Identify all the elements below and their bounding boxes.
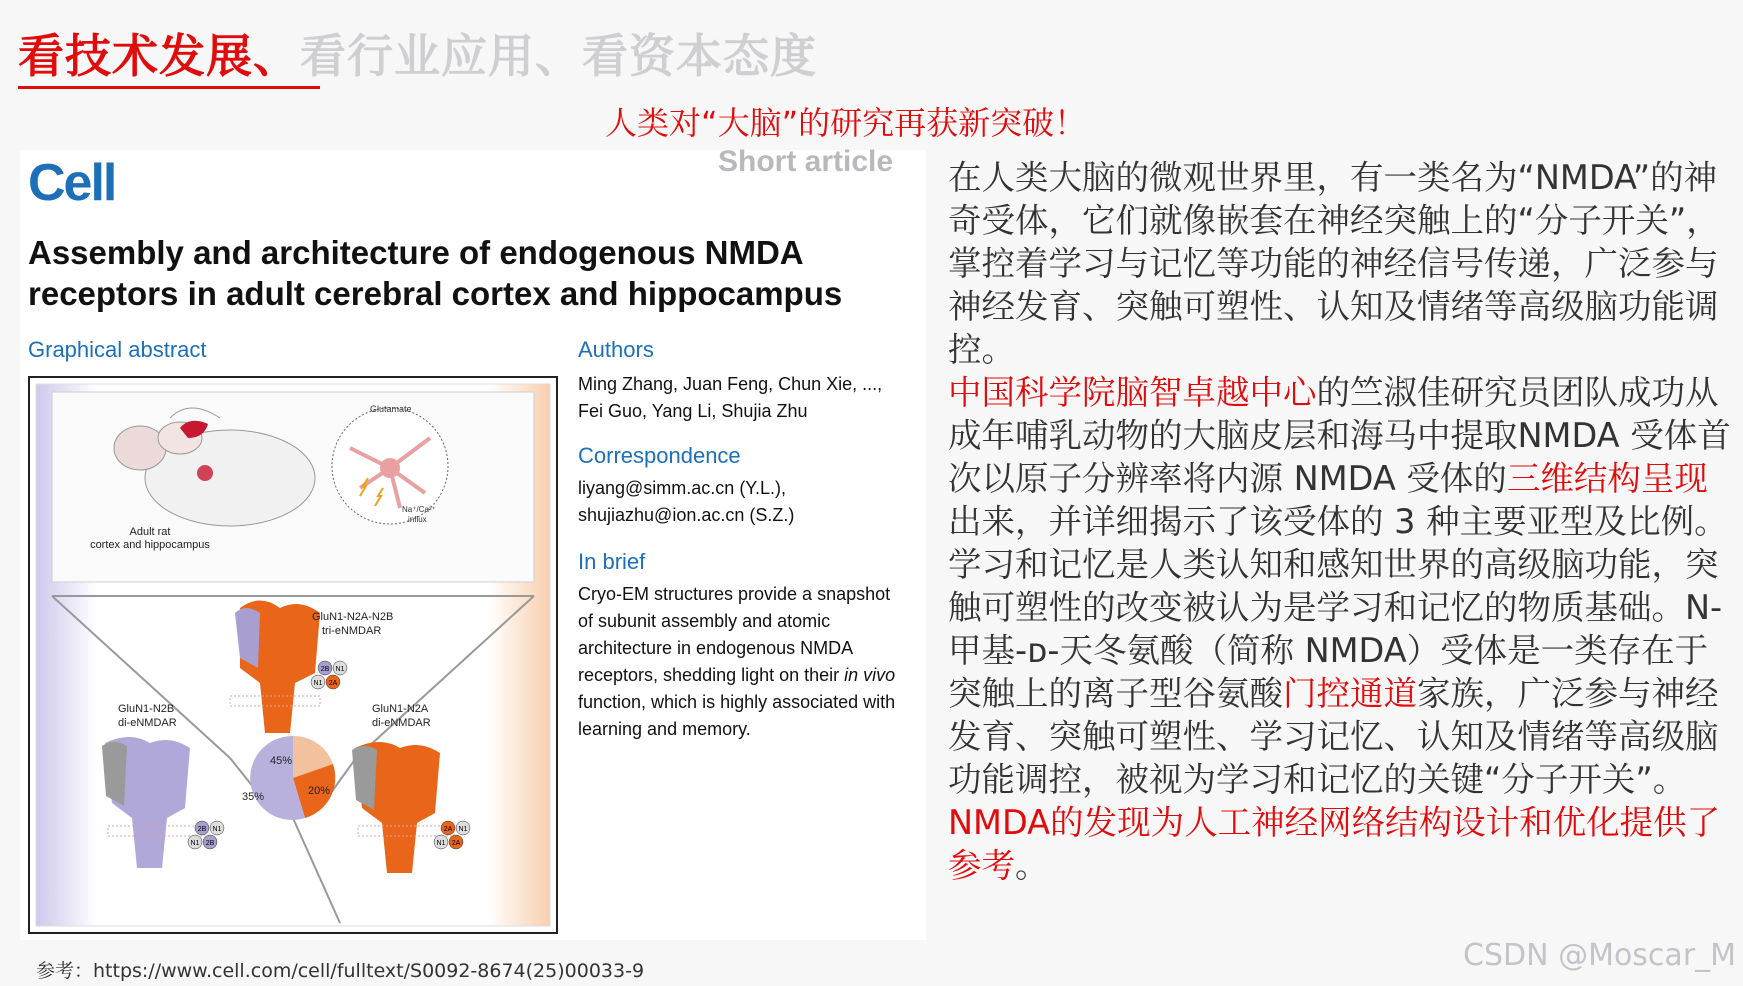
paragraph-2-text-a: 的竺淑佳研究员团队成功从成年哺乳动物的大脑皮层和海马中提取NMDA 受体首次以原子分辨率将内源 NMDA 受体的 xyxy=(948,373,1731,498)
di2a-sub-n1-b: N1 xyxy=(436,840,446,847)
glutamate-label: Glutamate xyxy=(370,404,412,414)
authors-line1: Ming Zhang, Juan Feng, Chun Xie, ..., xyxy=(578,374,883,394)
rat-label-2: cortex and hippocampus xyxy=(90,539,210,551)
rat-label-1: Adult rat xyxy=(129,526,171,538)
correspondence-emails xyxy=(578,475,928,529)
inbrief-line-text: receptors, shedding light on their xyxy=(578,665,845,685)
paragraph-3-text-a: 学习和记忆是人类认知和感知世界的高级脑功能，突触可塑性的改变被认为是学习和记忆的物质基础。N-甲基-ᴅ-天冬氨酸（简称 NMDA）受体是一类存在于突触上的离子型谷氨酸 xyxy=(948,545,1723,713)
authors-label: Authors xyxy=(578,337,654,362)
pie-label-35: 35% xyxy=(242,791,265,803)
correspondence-label: Correspondence xyxy=(578,443,741,468)
inbrief-line: architecture in endogenous NMDA xyxy=(578,638,854,658)
di2a-label-1: GluN1-N2A xyxy=(372,703,429,715)
di2b-sub-n1-a: N1 xyxy=(212,826,222,833)
slide-title xyxy=(18,20,817,86)
inbrief-text xyxy=(578,581,928,743)
tri-sub-2a: 2A xyxy=(328,680,338,687)
paper-title-line1: Assembly and architecture of endogenous NMDA xyxy=(28,234,804,271)
paragraph-3 xyxy=(948,543,1738,887)
inbrief-line: Cryo-EM structures provide a snapshot xyxy=(578,584,891,604)
di2b-sub-2b-a: 2B xyxy=(197,826,207,833)
inbrief-line: of subunit assembly and atomic xyxy=(578,611,831,631)
inbrief-line: function, which is highly associated with xyxy=(578,692,896,712)
inbrief-italic: in vivo xyxy=(844,665,896,685)
authors-list xyxy=(578,371,928,425)
graphical-abstract-svg xyxy=(30,378,556,932)
highlight-gated-channel: 门控通道 xyxy=(1283,674,1417,713)
csdn-watermark: CSDN @Moscar_M xyxy=(1463,938,1737,973)
paper-side-column xyxy=(578,337,928,743)
pie-label-45: 45% xyxy=(270,755,293,767)
title-inactive: 看行业应用、看资本态度 xyxy=(300,29,817,83)
di2a-sub-n1-a: N1 xyxy=(458,826,468,833)
inbrief-label: In brief xyxy=(578,549,646,574)
paper-title-line2: receptors in adult cerebral cortex and hippocampus xyxy=(28,275,843,312)
di2b-sub-n1-b: N1 xyxy=(190,840,200,847)
di2b-sub-2b-b: 2B xyxy=(205,840,215,847)
tri-sub-n1b: N1 xyxy=(313,680,323,687)
inbrief-line xyxy=(578,662,928,689)
highlight-ann-reference: NMDA的发现为人工神经网络结构设计和优化提供了参考 xyxy=(948,803,1721,885)
paragraph-3-text-c: 。 xyxy=(1015,846,1049,885)
paragraph-2 xyxy=(948,371,1738,543)
di2b-label-2: di-eNMDAR xyxy=(118,717,177,729)
tri-label-1: GluN1-N2A-N2B xyxy=(312,611,394,623)
di2a-sub-2a-a: 2A xyxy=(443,826,453,833)
authors-line2: Fei Guo, Yang Li, Shujia Zhu xyxy=(578,401,808,421)
di2b-label-1: GluN1-N2B xyxy=(118,703,175,715)
subtype-pie-chart xyxy=(250,736,335,820)
inbrief-line: learning and memory. xyxy=(578,719,751,739)
reference-link[interactable]: 参考：https://www.cell.com/cell/fulltext/S0092-8674(25)00033-9 xyxy=(36,960,645,982)
highlight-3d-structure: 三维结构呈现 xyxy=(1506,459,1708,498)
slide-subtitle: 人类对“大脑”的研究再获新突破！ xyxy=(605,104,1087,142)
graphical-abstract-figure xyxy=(28,376,558,934)
tri-sub-n1a: N1 xyxy=(335,666,345,673)
title-underline xyxy=(18,86,320,89)
paragraph-2-text-b: 出来，并详细揭示了该受体的 3 种主要亚型及比例。 xyxy=(948,502,1728,541)
tri-sub-2b: 2B xyxy=(320,666,330,673)
paragraph-3-text-b: 家族，广泛参与神经发育、突触可塑性、学习记忆、认知及情绪等高级脑功能调控，被视为学习和记忆的关键“分子开关”。 xyxy=(948,674,1719,799)
cell-journal-logo: Cell xyxy=(28,154,116,212)
paragraph-1: 在人类大脑的微观世界里，有一类名为“NMDA”的神奇受体，它们就像嵌套在神经突触上的“分子开关”，掌控着学习与记忆等功能的神经信号传递，广泛参与神经发育、突触可塑性、认知及情绪等高级脑功能调控。 xyxy=(948,158,1720,369)
correspondence-line1: liyang@simm.ac.cn (Y.L.), xyxy=(578,478,787,498)
correspondence-line2: shujiazhu@ion.ac.cn (S.Z.) xyxy=(578,505,795,525)
influx-label-1: Na⁺/Ca²⁺ xyxy=(402,505,436,514)
title-active: 看技术发展、 xyxy=(18,29,300,83)
highlight-cas-center: 中国科学院脑智卓越中心 xyxy=(948,373,1317,412)
paper-title xyxy=(28,232,928,314)
di2a-sub-2a-b: 2A xyxy=(451,840,461,847)
tri-label-2: tri-eNMDAR xyxy=(322,625,382,637)
di2a-label-2: di-eNMDAR xyxy=(372,717,431,729)
influx-label-2: influx xyxy=(408,515,427,524)
article-type-tag: Short article xyxy=(718,145,894,178)
graphical-abstract-label: Graphical abstract xyxy=(28,337,207,362)
body-text xyxy=(948,156,1738,887)
pie-label-20: 20% xyxy=(308,785,331,797)
